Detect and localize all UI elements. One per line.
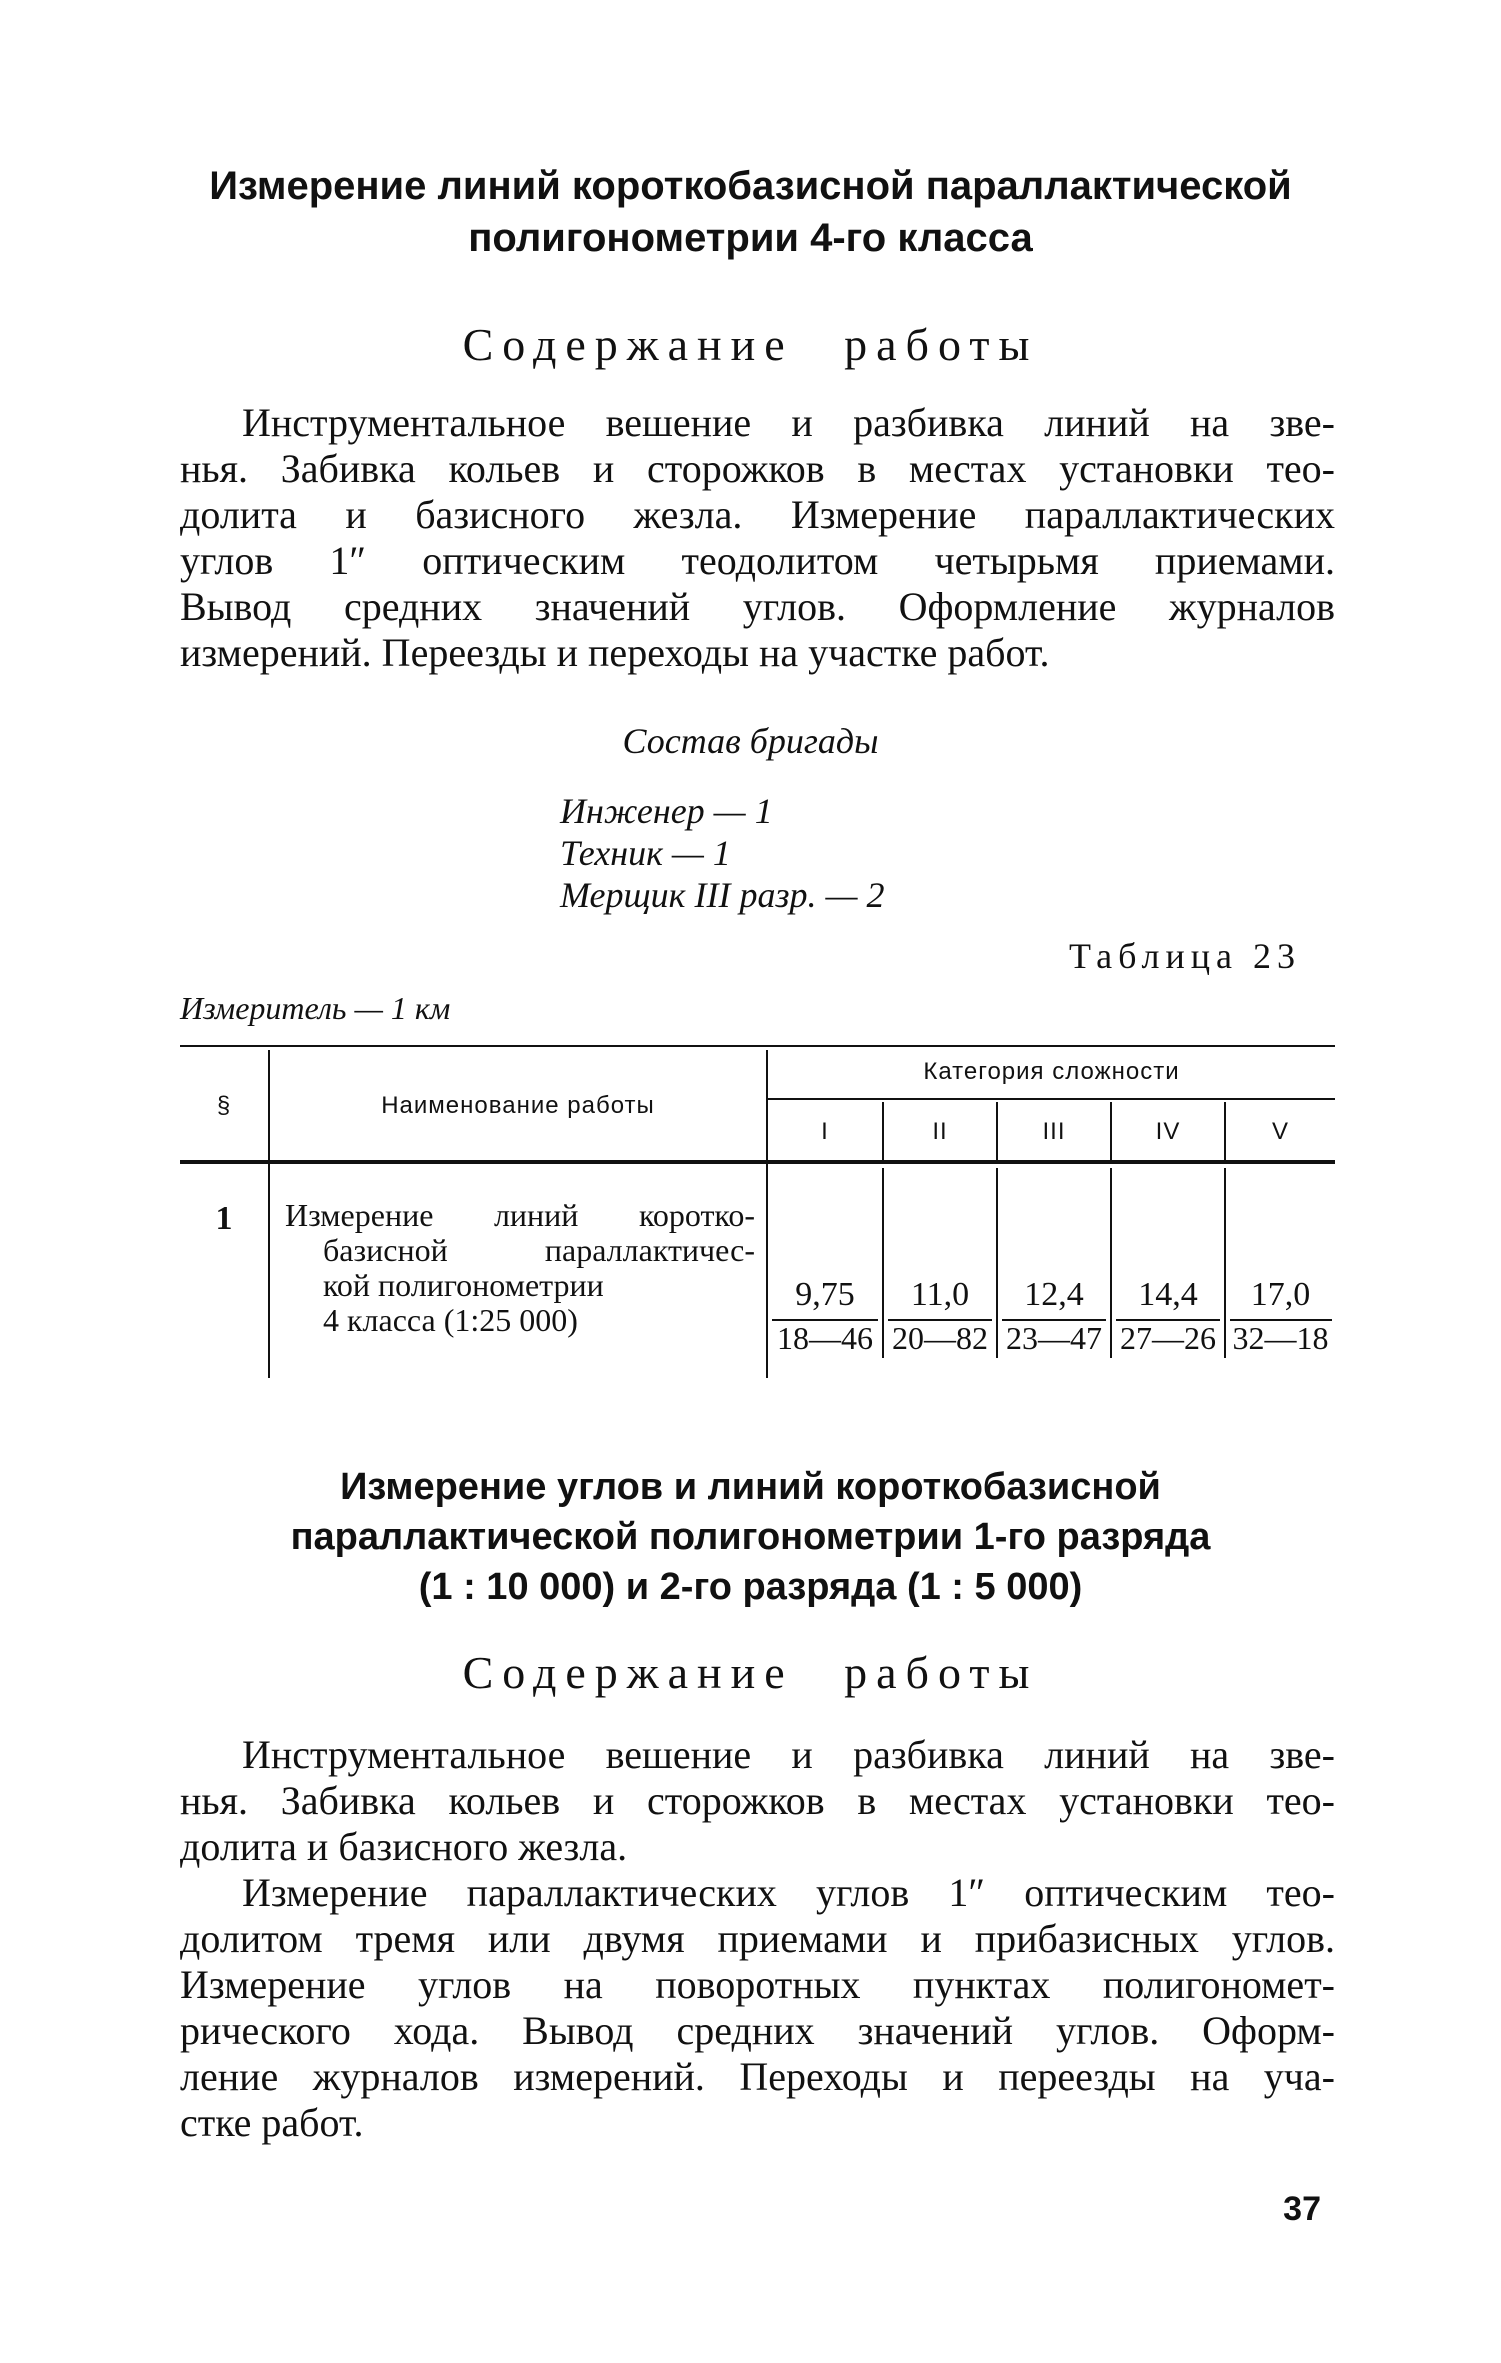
row-number: 1: [215, 1200, 233, 1237]
rate-value: 27—26: [1120, 1320, 1216, 1356]
section2-title-line: (1 : 10 000) и 2-го разряда (1 : 5 000): [418, 1566, 1083, 1608]
header-section: §: [216, 1092, 232, 1119]
row-name: [285, 1198, 755, 1338]
rate-value: 20—82: [892, 1320, 988, 1356]
category-rule: [768, 1098, 1335, 1100]
table-top-rule: [180, 1045, 1335, 1047]
paragraph-line: стке работ.: [180, 2100, 364, 2145]
category-IV: IV: [1155, 1118, 1181, 1145]
paragraph-line: Измерение параллактических углов 1″ оптическим тео-: [242, 1870, 1335, 1915]
row-name-line: 4 класса (1:25 000): [323, 1302, 578, 1338]
header-bottom-rule: [180, 1160, 1335, 1164]
crew-member: Техник — 1: [560, 833, 731, 873]
section2-title: [0, 1462, 1501, 1612]
rate-value: 18—46: [777, 1320, 873, 1356]
crew-member: Инженер — 1: [560, 791, 773, 831]
row-name-line: Измерение линий коротко-: [285, 1197, 755, 1233]
section1-contents-heading: Содержание работы: [462, 319, 1039, 370]
rate-value: 32—18: [1232, 1320, 1329, 1356]
header-name: Наименование работы: [381, 1092, 655, 1119]
section1-title-line: Измерение линий короткобазисной параллактической: [209, 164, 1292, 208]
section1-title: [0, 160, 1501, 264]
page-number: 37: [1283, 2190, 1321, 2228]
paragraph-line: ление журналов измерений. Переходы и переезды на уча-: [180, 2054, 1335, 2099]
header-category: Категория сложности: [923, 1058, 1180, 1085]
paragraph-line: рического хода. Вывод средних значений углов. Оформ-: [180, 2008, 1335, 2053]
paragraph-line: нья. Забивка кольев и сторожков в местах установки тео-: [180, 1778, 1335, 1823]
category-I: I: [821, 1118, 829, 1145]
section2-paragraph-1: [180, 1732, 1335, 1870]
section2-contents-heading: Содержание работы: [462, 1647, 1039, 1698]
crew-member: Мерщик III разр. — 2: [560, 875, 885, 915]
paragraph-line: измерений. Переезды и переходы на участке работ.: [180, 630, 1050, 675]
category-III: III: [1042, 1118, 1066, 1145]
paragraph-line: Инструментальное вешение и разбивка линий на зве-: [242, 1732, 1335, 1777]
norm-value: 12,4: [1024, 1276, 1084, 1313]
paragraph-line: углов 1″ оптическим теодолитом четырьмя приемами.: [180, 538, 1335, 583]
category-V: V: [1271, 1118, 1289, 1145]
table-label: Таблица 23: [1069, 936, 1301, 976]
paragraph-line: Измерение углов на поворотных пунктах полигономет-: [180, 1962, 1335, 2007]
section2-title-line: Измерение углов и линий короткобазисной: [340, 1466, 1161, 1508]
paragraph-line: долита и базисного жезла.: [180, 1824, 628, 1869]
paragraph-line: нья. Забивка кольев и сторожков в местах установки тео-: [180, 446, 1335, 491]
paragraph-line: долита и базисного жезла. Измерение параллактических: [180, 492, 1335, 537]
table-meter: Измеритель — 1 км: [180, 990, 451, 1026]
section2-paragraph-2: [180, 1870, 1335, 2146]
norm-value: 11,0: [910, 1276, 970, 1313]
crew-list: [560, 790, 885, 916]
paragraph-line: Вывод средних значений углов. Оформление журналов: [180, 584, 1335, 629]
section2-title-line: параллактической полигонометрии 1-го разряда: [290, 1516, 1211, 1558]
category-II: II: [932, 1118, 948, 1145]
paragraph-line: Инструментальное вешение и разбивка линий на зве-: [242, 400, 1335, 445]
row-name-line: кой полигонометрии: [323, 1267, 604, 1303]
norm-value: 17,0: [1250, 1276, 1311, 1313]
row-name-line: базисной параллактичес-: [323, 1232, 755, 1268]
paragraph-line: долитом тремя или двумя приемами и прибазисных углов.: [180, 1916, 1335, 1961]
crew-heading: Состав бригады: [622, 721, 879, 761]
rate-value: 23—47: [1006, 1320, 1102, 1356]
section1-contents-paragraph: [180, 400, 1335, 676]
norm-value: 9,75: [795, 1276, 855, 1313]
section1-title-line: полигонометрии 4-го класса: [468, 216, 1033, 260]
norm-value: 14,4: [1138, 1276, 1198, 1313]
